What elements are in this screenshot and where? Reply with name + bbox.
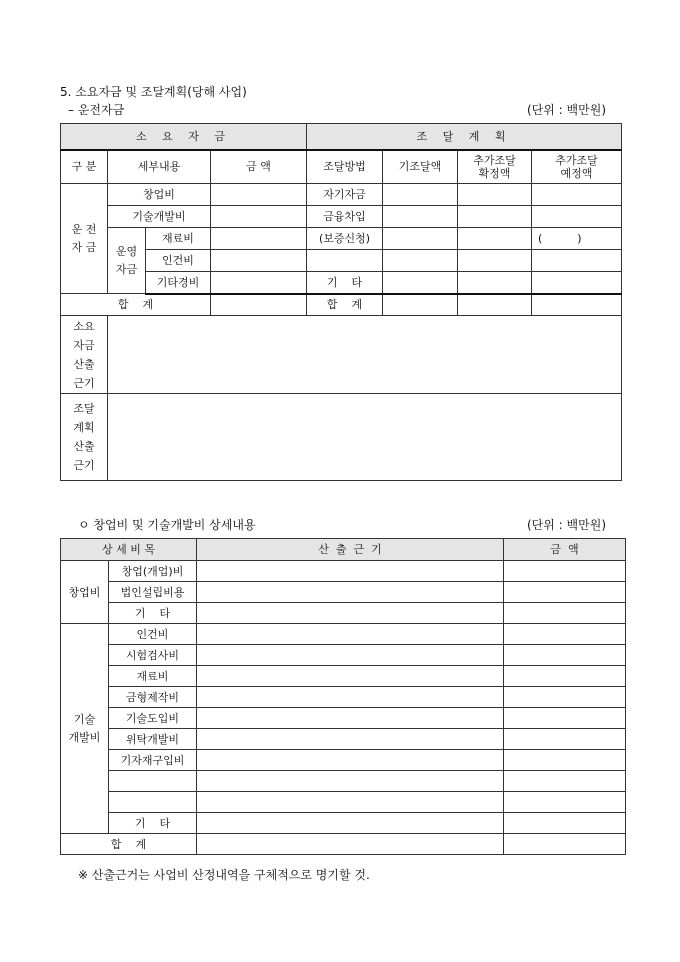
section-subtitle: – 운전자금: [68, 103, 125, 117]
item-rnd-blank[interactable]: [109, 792, 197, 813]
method-own: 자기자금: [307, 184, 383, 206]
row-startup: 창업비: [108, 184, 211, 206]
col-detail: 세부내용: [108, 150, 211, 184]
cell[interactable]: [458, 206, 532, 228]
cell[interactable]: [458, 250, 532, 272]
item-rnd-3: 금형제작비: [109, 687, 197, 708]
cell[interactable]: [532, 206, 622, 228]
basis-cell[interactable]: [197, 603, 504, 624]
col-additional-planned: 추가조달 예정액: [532, 150, 622, 184]
head-item: 상 세 비 목: [61, 539, 197, 561]
basis-cell[interactable]: [197, 687, 504, 708]
cell-materials-amount[interactable]: [211, 228, 307, 250]
item-rnd-0: 인건비: [109, 624, 197, 645]
amount-cell[interactable]: [504, 708, 626, 729]
method-loan: 금융차입: [307, 206, 383, 228]
amount-cell[interactable]: [504, 624, 626, 645]
amount-cell[interactable]: [504, 771, 626, 792]
method-guarantee: (보증신청): [307, 228, 383, 250]
cell[interactable]: [532, 250, 622, 272]
col-existing: 기조달액: [383, 150, 458, 184]
basis-plan-field[interactable]: [108, 394, 622, 481]
basis-cell[interactable]: [197, 771, 504, 792]
col-method: 조달방법: [307, 150, 383, 184]
basis-required-field[interactable]: [108, 316, 622, 394]
row-rnd: 기술개발비: [108, 206, 211, 228]
detail-table: [60, 538, 626, 855]
cell[interactable]: [532, 294, 622, 316]
basis-cell[interactable]: [197, 624, 504, 645]
table2-total-label: 합 계: [61, 834, 197, 855]
amount-cell[interactable]: [504, 603, 626, 624]
cell[interactable]: [307, 250, 383, 272]
total-right-label: 합 계: [307, 294, 383, 316]
amount-cell[interactable]: [504, 834, 626, 855]
group-rnd: 기술 개발비: [61, 624, 109, 834]
footnote: ※ 산출근거는 사업비 산정내역을 구체적으로 명기할 것.: [78, 868, 370, 882]
cell[interactable]: [383, 294, 458, 316]
head-basis: 산 출 근 기: [197, 539, 504, 561]
cell[interactable]: [383, 228, 458, 250]
cell[interactable]: [383, 206, 458, 228]
basis-cell[interactable]: [197, 750, 504, 771]
cell[interactable]: [458, 272, 532, 294]
item-rnd-9: 기 타: [109, 813, 197, 834]
basis-plan-label: 조달 계획 산출 근기: [61, 394, 108, 481]
cell-rnd-amount[interactable]: [211, 206, 307, 228]
basis-cell[interactable]: [197, 792, 504, 813]
cell[interactable]: [383, 184, 458, 206]
item-rnd-5: 위탁개발비: [109, 729, 197, 750]
item-rnd-blank[interactable]: [109, 771, 197, 792]
head-amount: 금 액: [504, 539, 626, 561]
amount-cell[interactable]: [504, 561, 626, 582]
item-rnd-6: 기자재구입비: [109, 750, 197, 771]
amount-cell[interactable]: [504, 729, 626, 750]
head-funding-plan: 조 달 계 획: [307, 124, 622, 150]
cell-other-amount[interactable]: [211, 272, 307, 294]
basis-cell[interactable]: [197, 813, 504, 834]
unit-label: (단위 : 백만원): [527, 103, 606, 117]
section-title: 5. 소요자금 및 조달계획(당해 사업): [60, 85, 247, 99]
amount-cell[interactable]: [504, 750, 626, 771]
cell[interactable]: [383, 250, 458, 272]
funding-table: [60, 123, 622, 481]
basis-cell[interactable]: [197, 645, 504, 666]
item-startup-1: 법인설립비용: [109, 582, 197, 603]
item-rnd-2: 재료비: [109, 666, 197, 687]
total-amount[interactable]: [211, 294, 307, 316]
item-rnd-1: 시험검사비: [109, 645, 197, 666]
row-materials: 재료비: [146, 228, 211, 250]
item-rnd-4: 기술도입비: [109, 708, 197, 729]
group-startup: 창업비: [61, 561, 109, 624]
col-amount: 금 액: [211, 150, 307, 184]
cell[interactable]: [458, 228, 532, 250]
cell[interactable]: [532, 184, 622, 206]
paren-field[interactable]: ( ): [532, 228, 622, 250]
method-etc: 기 타: [307, 272, 383, 294]
amount-cell[interactable]: [504, 666, 626, 687]
cell[interactable]: [458, 294, 532, 316]
basis-cell[interactable]: [197, 561, 504, 582]
head-required-funds: 소 요 자 금: [61, 124, 307, 150]
row-other-expenses: 기타경비: [146, 272, 211, 294]
amount-cell[interactable]: [504, 792, 626, 813]
col-additional-confirmed: 추가조달 확정액: [458, 150, 532, 184]
total-label: 합 계: [61, 294, 211, 316]
basis-required-label: 소요 자금 산출 근기: [61, 316, 108, 394]
cell[interactable]: [532, 272, 622, 294]
amount-cell[interactable]: [504, 687, 626, 708]
cell-labor-amount[interactable]: [211, 250, 307, 272]
col-category: 구 분: [61, 150, 108, 184]
basis-cell[interactable]: [197, 834, 504, 855]
unit-label-2: (단위 : 백만원): [527, 518, 606, 532]
group-operating-funds: 운 전 자 금: [61, 184, 108, 294]
basis-cell[interactable]: [197, 729, 504, 750]
amount-cell[interactable]: [504, 813, 626, 834]
section2-title: ㅇ 창업비 및 기술개발비 상세내용: [78, 518, 256, 532]
cell[interactable]: [458, 184, 532, 206]
basis-cell[interactable]: [197, 666, 504, 687]
group-operating-capital: 운영 자금: [108, 228, 146, 294]
row-labor: 인건비: [146, 250, 211, 272]
amount-cell[interactable]: [504, 645, 626, 666]
cell[interactable]: [383, 272, 458, 294]
item-startup-2: 기 타: [109, 603, 197, 624]
cell-startup-amount[interactable]: [211, 184, 307, 206]
basis-cell[interactable]: [197, 582, 504, 603]
item-startup-0: 창업(개업)비: [109, 561, 197, 582]
amount-cell[interactable]: [504, 582, 626, 603]
basis-cell[interactable]: [197, 708, 504, 729]
